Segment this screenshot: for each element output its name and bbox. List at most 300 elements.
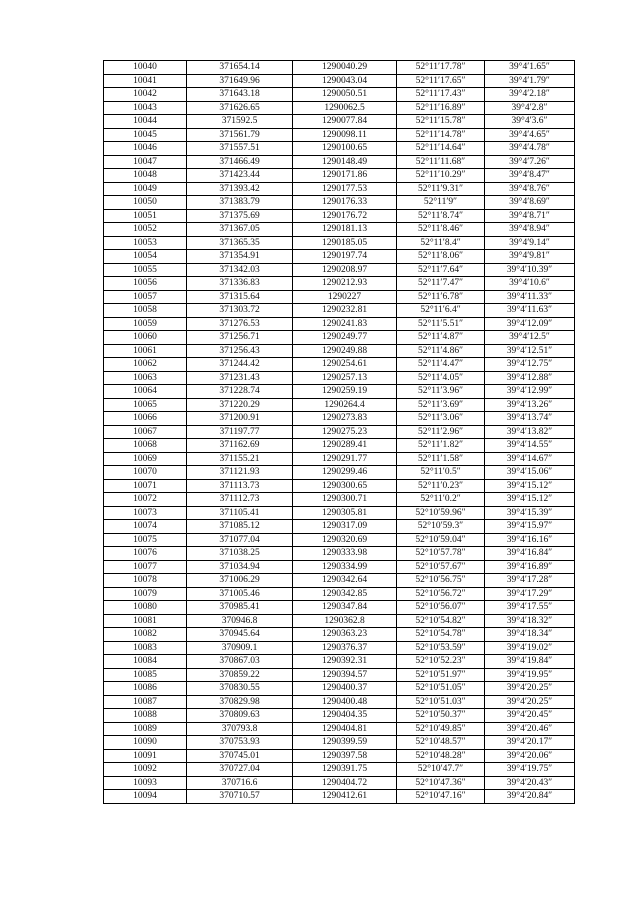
point-number-cell: 10071 (104, 479, 187, 493)
x-coordinate-cell: 370716.6 (187, 776, 293, 790)
latitude-cell: 52°11′4.87″ (397, 331, 485, 345)
table-row (104, 776, 575, 790)
y-coordinate-cell: 1290391.75 (293, 763, 397, 777)
table-row (104, 155, 575, 169)
table-row (104, 142, 575, 156)
longitude-cell: 39°4′15.06″ (485, 466, 575, 480)
latitude-cell: 52°10′56.75″ (397, 574, 485, 588)
table-row (104, 101, 575, 115)
x-coordinate-cell: 371077.04 (187, 533, 293, 547)
y-coordinate-cell: 1290040.29 (293, 61, 397, 75)
point-number-cell: 10068 (104, 439, 187, 453)
y-coordinate-cell: 1290299.46 (293, 466, 397, 480)
latitude-cell: 52°11′6.78″ (397, 290, 485, 304)
latitude-cell: 52°10′51.03″ (397, 695, 485, 709)
x-coordinate-cell: 371256.43 (187, 344, 293, 358)
table-row (104, 520, 575, 534)
y-coordinate-cell: 1290400.48 (293, 695, 397, 709)
x-coordinate-cell: 370753.93 (187, 736, 293, 750)
latitude-cell: 52°11′3.06″ (397, 412, 485, 426)
longitude-cell: 39°4′13.26″ (485, 398, 575, 412)
y-coordinate-cell: 1290300.71 (293, 493, 397, 507)
latitude-cell: 52°10′47.36″ (397, 776, 485, 790)
table-row (104, 263, 575, 277)
point-number-cell: 10061 (104, 344, 187, 358)
y-coordinate-cell: 1290363.23 (293, 628, 397, 642)
x-coordinate-cell: 371105.41 (187, 506, 293, 520)
y-coordinate-cell: 1290347.84 (293, 601, 397, 615)
latitude-cell: 52°11′8.74″ (397, 209, 485, 223)
latitude-cell: 52°11′16.89″ (397, 101, 485, 115)
x-coordinate-cell: 371005.46 (187, 587, 293, 601)
latitude-cell: 52°10′49.85″ (397, 722, 485, 736)
y-coordinate-cell: 1290257.13 (293, 371, 397, 385)
table-row (104, 236, 575, 250)
point-number-cell: 10041 (104, 74, 187, 88)
longitude-cell: 39°4′17.28″ (485, 574, 575, 588)
longitude-cell: 39°4′9.14″ (485, 236, 575, 250)
latitude-cell: 52°11′7.47″ (397, 277, 485, 291)
y-coordinate-cell: 1290077.84 (293, 115, 397, 129)
longitude-cell: 39°4′1.79″ (485, 74, 575, 88)
x-coordinate-cell: 371085.12 (187, 520, 293, 534)
table-row (104, 736, 575, 750)
table-row (104, 560, 575, 574)
y-coordinate-cell: 1290148.49 (293, 155, 397, 169)
y-coordinate-cell: 1290249.77 (293, 331, 397, 345)
latitude-cell: 52°11′7.64″ (397, 263, 485, 277)
latitude-cell: 52°11′9.31″ (397, 182, 485, 196)
x-coordinate-cell: 371354.91 (187, 250, 293, 264)
table-row (104, 790, 575, 804)
table-row (104, 344, 575, 358)
point-number-cell: 10047 (104, 155, 187, 169)
y-coordinate-cell: 1290177.53 (293, 182, 397, 196)
latitude-cell: 52°11′5.51″ (397, 317, 485, 331)
x-coordinate-cell: 370793.8 (187, 722, 293, 736)
x-coordinate-cell: 371592.5 (187, 115, 293, 129)
x-coordinate-cell: 371112.73 (187, 493, 293, 507)
x-coordinate-cell: 371342.03 (187, 263, 293, 277)
point-number-cell: 10083 (104, 641, 187, 655)
point-number-cell: 10069 (104, 452, 187, 466)
latitude-cell: 52°10′57.78″ (397, 547, 485, 561)
point-number-cell: 10093 (104, 776, 187, 790)
y-coordinate-cell: 1290397.58 (293, 749, 397, 763)
y-coordinate-cell: 1290334.99 (293, 560, 397, 574)
longitude-cell: 39°4′12.99″ (485, 385, 575, 399)
y-coordinate-cell: 1290043.04 (293, 74, 397, 88)
y-coordinate-cell: 1290232.81 (293, 304, 397, 318)
longitude-cell: 39°4′12.5″ (485, 331, 575, 345)
point-number-cell: 10076 (104, 547, 187, 561)
longitude-cell: 39°4′8.71″ (485, 209, 575, 223)
y-coordinate-cell: 1290291.77 (293, 452, 397, 466)
longitude-cell: 39°4′15.12″ (485, 493, 575, 507)
table-row (104, 479, 575, 493)
longitude-cell: 39°4′20.06″ (485, 749, 575, 763)
longitude-cell: 39°4′2.8″ (485, 101, 575, 115)
point-number-cell: 10059 (104, 317, 187, 331)
table-row (104, 290, 575, 304)
point-number-cell: 10067 (104, 425, 187, 439)
longitude-cell: 39°4′10.6″ (485, 277, 575, 291)
x-coordinate-cell: 371654.14 (187, 61, 293, 75)
latitude-cell: 52°11′17.43″ (397, 88, 485, 102)
x-coordinate-cell: 371256.71 (187, 331, 293, 345)
y-coordinate-cell: 1290062.5 (293, 101, 397, 115)
y-coordinate-cell: 1290342.85 (293, 587, 397, 601)
x-coordinate-cell: 371231.43 (187, 371, 293, 385)
latitude-cell: 52°11′0.5″ (397, 466, 485, 480)
latitude-cell: 52°10′54.82″ (397, 614, 485, 628)
x-coordinate-cell: 371197.77 (187, 425, 293, 439)
longitude-cell: 39°4′12.51″ (485, 344, 575, 358)
y-coordinate-cell: 1290241.83 (293, 317, 397, 331)
longitude-cell: 39°4′20.25″ (485, 695, 575, 709)
latitude-cell: 52°10′52.23″ (397, 655, 485, 669)
y-coordinate-cell: 1290171.86 (293, 169, 397, 183)
latitude-cell: 52°11′11.68″ (397, 155, 485, 169)
x-coordinate-cell: 370867.03 (187, 655, 293, 669)
longitude-cell: 39°4′20.43″ (485, 776, 575, 790)
table-row (104, 506, 575, 520)
latitude-cell: 52°11′3.69″ (397, 398, 485, 412)
latitude-cell: 52°11′2.96″ (397, 425, 485, 439)
y-coordinate-cell: 1290100.65 (293, 142, 397, 156)
point-number-cell: 10085 (104, 668, 187, 682)
table-row (104, 601, 575, 615)
latitude-cell: 52°10′51.05″ (397, 682, 485, 696)
point-number-cell: 10051 (104, 209, 187, 223)
table-row (104, 223, 575, 237)
table-row (104, 439, 575, 453)
longitude-cell: 39°4′8.69″ (485, 196, 575, 210)
longitude-cell: 39°4′16.89″ (485, 560, 575, 574)
latitude-cell: 52°11′1.82″ (397, 439, 485, 453)
latitude-cell: 52°10′56.07″ (397, 601, 485, 615)
latitude-cell: 52°11′0.2″ (397, 493, 485, 507)
longitude-cell: 39°4′19.95″ (485, 668, 575, 682)
latitude-cell: 52°10′59.04″ (397, 533, 485, 547)
table-row (104, 371, 575, 385)
latitude-cell: 52°11′17.65″ (397, 74, 485, 88)
y-coordinate-cell: 1290259.19 (293, 385, 397, 399)
table-row (104, 169, 575, 183)
longitude-cell: 39°4′1.65″ (485, 61, 575, 75)
y-coordinate-cell: 1290208.97 (293, 263, 397, 277)
point-number-cell: 10091 (104, 749, 187, 763)
point-number-cell: 10043 (104, 101, 187, 115)
latitude-cell: 52°10′53.59″ (397, 641, 485, 655)
table-row (104, 331, 575, 345)
x-coordinate-cell: 371423.44 (187, 169, 293, 183)
point-number-cell: 10057 (104, 290, 187, 304)
longitude-cell: 39°4′12.09″ (485, 317, 575, 331)
point-number-cell: 10088 (104, 709, 187, 723)
point-number-cell: 10053 (104, 236, 187, 250)
x-coordinate-cell: 371367.05 (187, 223, 293, 237)
x-coordinate-cell: 370945.64 (187, 628, 293, 642)
point-number-cell: 10079 (104, 587, 187, 601)
x-coordinate-cell: 371038.25 (187, 547, 293, 561)
y-coordinate-cell: 1290300.65 (293, 479, 397, 493)
longitude-cell: 39°4′20.17″ (485, 736, 575, 750)
y-coordinate-cell: 1290181.13 (293, 223, 397, 237)
x-coordinate-cell: 371393.42 (187, 182, 293, 196)
x-coordinate-cell: 370710.57 (187, 790, 293, 804)
longitude-cell: 39°4′20.45″ (485, 709, 575, 723)
longitude-cell: 39°4′20.46″ (485, 722, 575, 736)
point-number-cell: 10094 (104, 790, 187, 804)
point-number-cell: 10075 (104, 533, 187, 547)
table-row (104, 115, 575, 129)
x-coordinate-cell: 371466.49 (187, 155, 293, 169)
point-number-cell: 10055 (104, 263, 187, 277)
table-row (104, 493, 575, 507)
latitude-cell: 52°11′8.46″ (397, 223, 485, 237)
longitude-cell: 39°4′12.88″ (485, 371, 575, 385)
y-coordinate-cell: 1290404.72 (293, 776, 397, 790)
point-number-cell: 10060 (104, 331, 187, 345)
coordinates-table-body (104, 61, 575, 804)
table-row (104, 533, 575, 547)
x-coordinate-cell: 371121.93 (187, 466, 293, 480)
point-number-cell: 10052 (104, 223, 187, 237)
table-row (104, 641, 575, 655)
y-coordinate-cell: 1290176.72 (293, 209, 397, 223)
point-number-cell: 10077 (104, 560, 187, 574)
table-row (104, 209, 575, 223)
y-coordinate-cell: 1290394.57 (293, 668, 397, 682)
point-number-cell: 10048 (104, 169, 187, 183)
x-coordinate-cell: 370859.22 (187, 668, 293, 682)
latitude-cell: 52°10′47.7″ (397, 763, 485, 777)
latitude-cell: 52°11′4.86″ (397, 344, 485, 358)
y-coordinate-cell: 1290185.05 (293, 236, 397, 250)
x-coordinate-cell: 371643.18 (187, 88, 293, 102)
table-row (104, 74, 575, 88)
x-coordinate-cell: 371244.42 (187, 358, 293, 372)
y-coordinate-cell: 1290376.37 (293, 641, 397, 655)
y-coordinate-cell: 1290400.37 (293, 682, 397, 696)
point-number-cell: 10044 (104, 115, 187, 129)
latitude-cell: 52°10′48.28″ (397, 749, 485, 763)
latitude-cell: 52°10′51.97″ (397, 668, 485, 682)
latitude-cell: 52°11′4.05″ (397, 371, 485, 385)
longitude-cell: 39°4′15.12″ (485, 479, 575, 493)
point-number-cell: 10087 (104, 695, 187, 709)
point-number-cell: 10080 (104, 601, 187, 615)
table-row (104, 88, 575, 102)
table-row (104, 763, 575, 777)
longitude-cell: 39°4′16.84″ (485, 547, 575, 561)
y-coordinate-cell: 1290275.23 (293, 425, 397, 439)
longitude-cell: 39°4′4.65″ (485, 128, 575, 142)
y-coordinate-cell: 1290342.64 (293, 574, 397, 588)
longitude-cell: 39°4′16.16″ (485, 533, 575, 547)
point-number-cell: 10078 (104, 574, 187, 588)
y-coordinate-cell: 1290317.09 (293, 520, 397, 534)
y-coordinate-cell: 1290050.51 (293, 88, 397, 102)
y-coordinate-cell: 1290176.33 (293, 196, 397, 210)
x-coordinate-cell: 371375.69 (187, 209, 293, 223)
point-number-cell: 10090 (104, 736, 187, 750)
table-row (104, 628, 575, 642)
longitude-cell: 39°4′19.75″ (485, 763, 575, 777)
point-number-cell: 10063 (104, 371, 187, 385)
latitude-cell: 52°10′59.96″ (397, 506, 485, 520)
point-number-cell: 10064 (104, 385, 187, 399)
latitude-cell: 52°10′50.37″ (397, 709, 485, 723)
x-coordinate-cell: 370946.8 (187, 614, 293, 628)
y-coordinate-cell: 1290227 (293, 290, 397, 304)
point-number-cell: 10073 (104, 506, 187, 520)
point-number-cell: 10082 (104, 628, 187, 642)
point-number-cell: 10072 (104, 493, 187, 507)
table-row (104, 412, 575, 426)
latitude-cell: 52°11′9″ (397, 196, 485, 210)
x-coordinate-cell: 371365.35 (187, 236, 293, 250)
y-coordinate-cell: 1290273.83 (293, 412, 397, 426)
longitude-cell: 39°4′10.39″ (485, 263, 575, 277)
y-coordinate-cell: 1290289.41 (293, 439, 397, 453)
point-number-cell: 10074 (104, 520, 187, 534)
point-number-cell: 10065 (104, 398, 187, 412)
x-coordinate-cell: 371276.53 (187, 317, 293, 331)
x-coordinate-cell: 371228.74 (187, 385, 293, 399)
x-coordinate-cell: 370909.1 (187, 641, 293, 655)
y-coordinate-cell: 1290305.81 (293, 506, 397, 520)
table-row (104, 614, 575, 628)
x-coordinate-cell: 371649.96 (187, 74, 293, 88)
table-row (104, 722, 575, 736)
latitude-cell: 52°10′48.57″ (397, 736, 485, 750)
longitude-cell: 39°4′11.33″ (485, 290, 575, 304)
x-coordinate-cell: 371383.79 (187, 196, 293, 210)
longitude-cell: 39°4′14.55″ (485, 439, 575, 453)
longitude-cell: 39°4′7.26″ (485, 155, 575, 169)
latitude-cell: 52°11′0.23″ (397, 479, 485, 493)
longitude-cell: 39°4′15.97″ (485, 520, 575, 534)
latitude-cell: 52°11′6.4″ (397, 304, 485, 318)
longitude-cell: 39°4′20.25″ (485, 682, 575, 696)
x-coordinate-cell: 371200.91 (187, 412, 293, 426)
x-coordinate-cell: 370745.01 (187, 749, 293, 763)
point-number-cell: 10056 (104, 277, 187, 291)
y-coordinate-cell: 1290399.59 (293, 736, 397, 750)
x-coordinate-cell: 370829.98 (187, 695, 293, 709)
latitude-cell: 52°10′59.3″ (397, 520, 485, 534)
table-row (104, 452, 575, 466)
point-number-cell: 10086 (104, 682, 187, 696)
longitude-cell: 39°4′8.47″ (485, 169, 575, 183)
table-row (104, 425, 575, 439)
x-coordinate-cell: 371162.69 (187, 439, 293, 453)
y-coordinate-cell: 1290404.81 (293, 722, 397, 736)
longitude-cell: 39°4′15.39″ (485, 506, 575, 520)
table-row (104, 466, 575, 480)
latitude-cell: 52°11′17.78″ (397, 61, 485, 75)
latitude-cell: 52°11′8.06″ (397, 250, 485, 264)
table-row (104, 196, 575, 210)
longitude-cell: 39°4′19.02″ (485, 641, 575, 655)
x-coordinate-cell: 371626.65 (187, 101, 293, 115)
y-coordinate-cell: 1290098.11 (293, 128, 397, 142)
point-number-cell: 10049 (104, 182, 187, 196)
y-coordinate-cell: 1290412.61 (293, 790, 397, 804)
longitude-cell: 39°4′8.76″ (485, 182, 575, 196)
point-number-cell: 10066 (104, 412, 187, 426)
longitude-cell: 39°4′13.82″ (485, 425, 575, 439)
table-row (104, 277, 575, 291)
point-number-cell: 10058 (104, 304, 187, 318)
table-row (104, 304, 575, 318)
longitude-cell: 39°4′17.29″ (485, 587, 575, 601)
point-number-cell: 10084 (104, 655, 187, 669)
latitude-cell: 52°11′3.96″ (397, 385, 485, 399)
x-coordinate-cell: 371155.21 (187, 452, 293, 466)
longitude-cell: 39°4′12.75″ (485, 358, 575, 372)
point-number-cell: 10046 (104, 142, 187, 156)
latitude-cell: 52°11′10.29″ (397, 169, 485, 183)
latitude-cell: 52°10′57.67″ (397, 560, 485, 574)
point-number-cell: 10042 (104, 88, 187, 102)
table-row (104, 587, 575, 601)
y-coordinate-cell: 1290249.88 (293, 344, 397, 358)
point-number-cell: 10062 (104, 358, 187, 372)
table-row (104, 682, 575, 696)
x-coordinate-cell: 370830.55 (187, 682, 293, 696)
longitude-cell: 39°4′3.6″ (485, 115, 575, 129)
longitude-cell: 39°4′8.94″ (485, 223, 575, 237)
latitude-cell: 52°10′47.16″ (397, 790, 485, 804)
y-coordinate-cell: 1290362.8 (293, 614, 397, 628)
latitude-cell: 52°11′4.47″ (397, 358, 485, 372)
latitude-cell: 52°11′8.4″ (397, 236, 485, 250)
longitude-cell: 39°4′17.55″ (485, 601, 575, 615)
table-row (104, 317, 575, 331)
longitude-cell: 39°4′20.84″ (485, 790, 575, 804)
table-row (104, 574, 575, 588)
table-row (104, 749, 575, 763)
point-number-cell: 10050 (104, 196, 187, 210)
x-coordinate-cell: 371113.73 (187, 479, 293, 493)
table-row (104, 385, 575, 399)
x-coordinate-cell: 370985.41 (187, 601, 293, 615)
table-row (104, 709, 575, 723)
longitude-cell: 39°4′13.74″ (485, 412, 575, 426)
point-number-cell: 10081 (104, 614, 187, 628)
longitude-cell: 39°4′11.63″ (485, 304, 575, 318)
latitude-cell: 52°10′54.78″ (397, 628, 485, 642)
latitude-cell: 52°11′1.58″ (397, 452, 485, 466)
table-row (104, 358, 575, 372)
point-number-cell: 10092 (104, 763, 187, 777)
x-coordinate-cell: 371034.94 (187, 560, 293, 574)
x-coordinate-cell: 371006.29 (187, 574, 293, 588)
longitude-cell: 39°4′18.32″ (485, 614, 575, 628)
x-coordinate-cell: 371303.72 (187, 304, 293, 318)
point-number-cell: 10040 (104, 61, 187, 75)
table-row (104, 398, 575, 412)
table-row (104, 250, 575, 264)
latitude-cell: 52°10′56.72″ (397, 587, 485, 601)
longitude-cell: 39°4′18.34″ (485, 628, 575, 642)
x-coordinate-cell: 370809.63 (187, 709, 293, 723)
point-number-cell: 10045 (104, 128, 187, 142)
coordinates-table (103, 60, 575, 804)
